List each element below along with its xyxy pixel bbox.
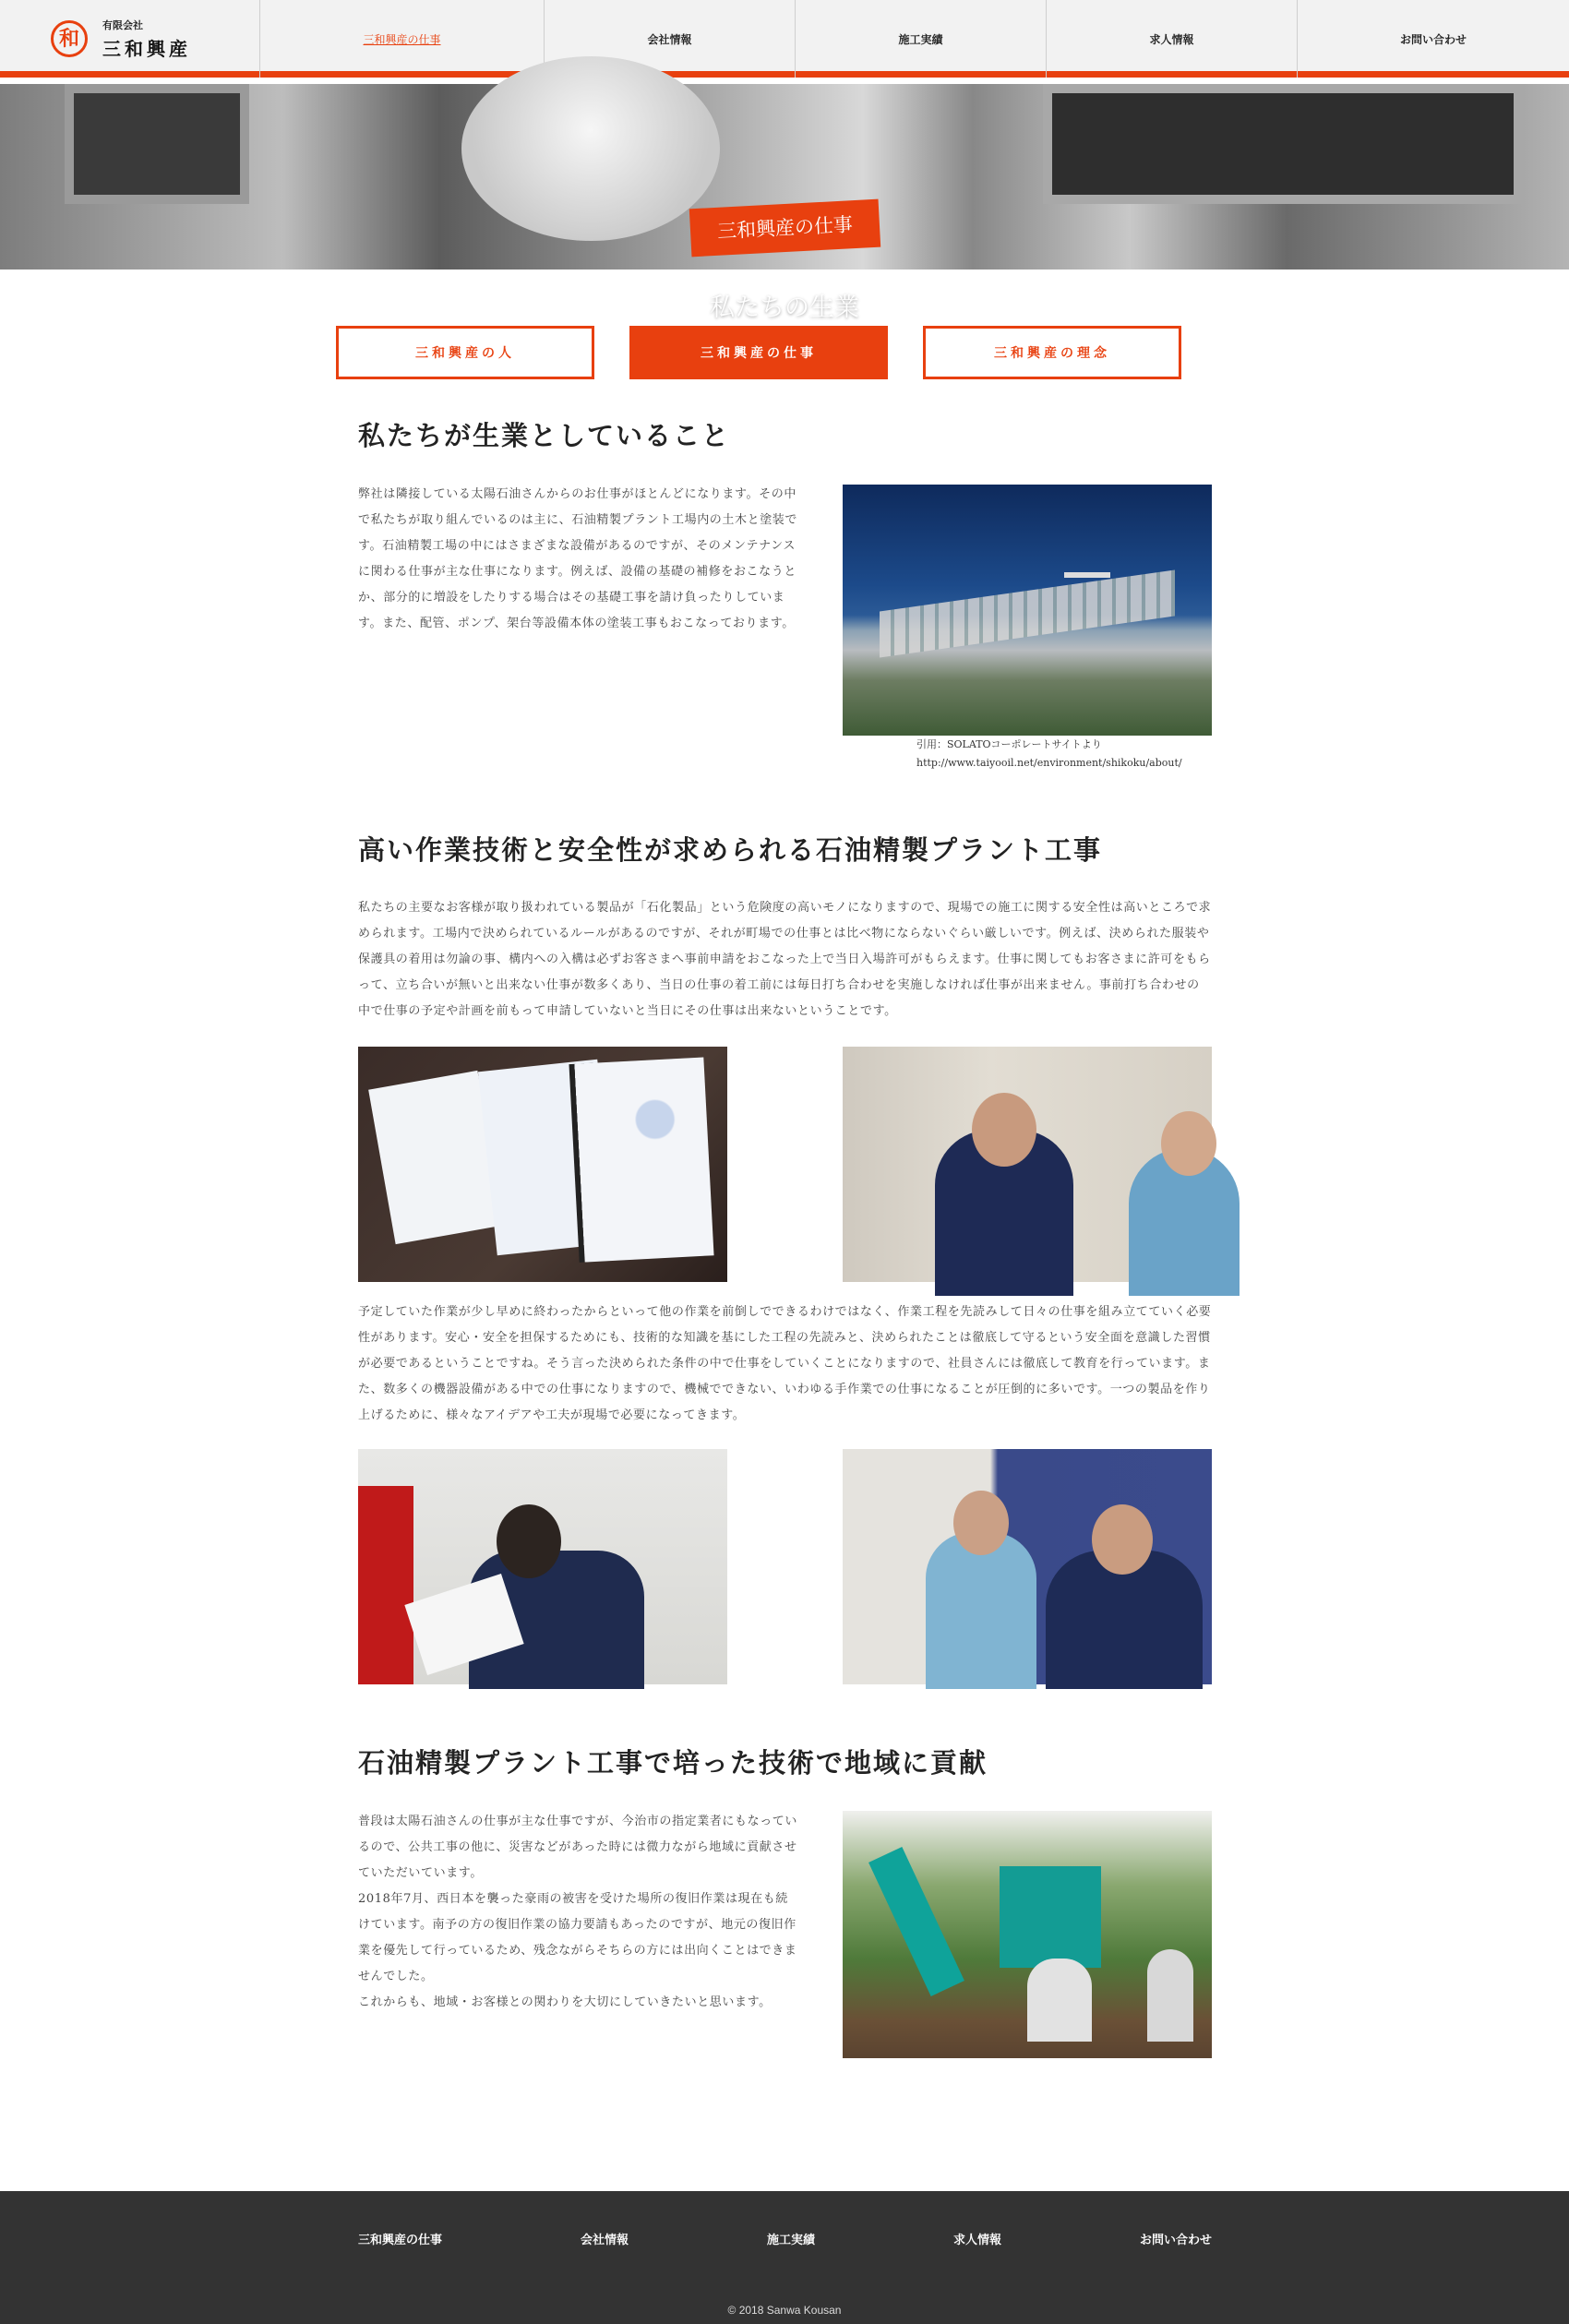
section-tabs — [336, 326, 1181, 379]
footer-nav-work[interactable]: 三和興産の仕事 — [358, 2234, 443, 2247]
section1-body: 弊社は隣接している太陽石油さんからのお仕事がほとんどになります。その中で私たちが取り組んでいるのは主に、石油精製プラント工場内の土木と塗装です。石油精製工場の中にはさまざまな設備があるのですが、そのメンテナンスに関わる仕事が主な仕事になります。例えば、設備の基礎の補修をおこなうとか、部分的に増設をしたりする場合はその基礎工事を請け負ったりしています。また、配管、ポンプ、架台等設備本体の塗装工事もおこなっております。 — [358, 487, 798, 630]
image-credit-source: 引用：SOLATOコーポレートサイトより — [916, 738, 1102, 750]
section2-heading: 高い作業技術と安全性が求められる石油精製プラント工事 — [358, 834, 1103, 866]
section3-body-block — [358, 1809, 799, 2016]
hero-window-right — [1043, 84, 1523, 204]
nav-item-works[interactable]: 施工実績 — [795, 0, 1046, 78]
nav-item-contact[interactable]: お問い合わせ — [1297, 0, 1569, 78]
hero-title: 私たちの生業 — [710, 293, 859, 322]
footer-nav-company[interactable]: 会社情報 — [580, 2234, 629, 2247]
excavator-cab-shape — [1000, 1866, 1101, 1968]
logo-subtitle: 有限会社 — [102, 18, 143, 31]
nav-item-company[interactable]: 会社情報 — [544, 0, 795, 78]
staff-meeting-image — [843, 1047, 1212, 1282]
document-sheet-3 — [574, 1057, 713, 1262]
site-header — [0, 0, 1569, 78]
tanker-ship-shape — [1064, 572, 1110, 578]
copyright: © 2018 Sanwa Kousan — [727, 2304, 842, 2317]
main-nav — [259, 0, 1569, 78]
footer-nav-contact[interactable]: お問い合わせ — [1139, 2234, 1212, 2247]
logo-text — [102, 18, 191, 61]
seated-head-2 — [1092, 1504, 1153, 1575]
tab-philosophy[interactable]: 三和興産の理念 — [923, 326, 1181, 379]
refinery-plant-shape — [880, 570, 1175, 658]
nav-item-recruit[interactable]: 求人情報 — [1046, 0, 1297, 78]
logo-title: 三和興産 — [102, 37, 191, 60]
hero-tag: 三和興産の仕事 — [689, 199, 880, 258]
recovery-worker-2 — [1147, 1949, 1193, 2042]
tab-people[interactable]: 三和興産の人 — [336, 326, 594, 379]
site-logo[interactable] — [51, 18, 191, 59]
worker-head-2 — [1161, 1111, 1216, 1176]
section1-heading: 私たちが生業としていること — [358, 420, 731, 451]
section3-body-1: 普段は太陽石油さんの仕事が主な仕事ですが、今治市の指定業者にもなっているので、公共工事の他に、災害などがあった時には微力ながら地域に貢献させていただいています。 — [358, 1815, 798, 1880]
hero-helmet-image — [461, 56, 720, 241]
section3-heading: 石油精製プラント工事で培った技術で地域に貢献 — [358, 1747, 988, 1779]
section3-body-3: これからも、地域・お客様との関わりを大切にしていきたいと思います。 — [358, 1995, 772, 2009]
desk-work-image — [358, 1449, 727, 1684]
nav-item-work[interactable]: 三和興産の仕事 — [259, 0, 544, 78]
footer-nav-recruit[interactable]: 求人情報 — [952, 2234, 1001, 2247]
tab-work[interactable]: 三和興産の仕事 — [629, 326, 888, 379]
recovery-worker-1 — [1027, 1959, 1092, 2042]
hero-window-left — [65, 84, 249, 204]
staff-seated-image — [843, 1449, 1212, 1684]
section2-body1: 私たちの主要なお客様が取り扱われている製品が「石化製品」という危険度の高いモノになりますので、現場での施工に関する安全性は高いところで求められます。工場内で決められているルールがあるのですが、それが町場での仕事とは比べ物にならないぐらい厳しいです。例えば、決められた服装や保護具の着用は勿論の事、構内への入構は必ずお客さまへ事前申請をおこなった上で当日入場許可がもらえます。仕事に関してもお客さまに許可をもらって、立ち合いが無いと出来ない仕事が数多くあり、当日の仕事の着工前には毎日打ち合わせを実施しなければ仕事が出来ません。事前打ち合わせの中で仕事の予定や計画を前もって申請していないと当日にその仕事は出来ないということです。 — [358, 901, 1212, 1018]
logo-mark-icon: 和 — [51, 20, 88, 57]
image-credit-url[interactable]: http://www.taiyooil.net/environment/shikoku/about/ — [916, 757, 1182, 769]
site-footer — [0, 2191, 1569, 2324]
hero-banner — [0, 84, 1569, 322]
worker-head-desk — [497, 1504, 561, 1578]
safety-documents-image — [358, 1047, 727, 1282]
seated-head-1 — [953, 1491, 1009, 1555]
section3-body-2: 2018年7月、西日本を襲った豪雨の被害を受けた場所の復旧作業は現在も続けています。南予の方の復旧作業の協力要請もあったのですが、地元の復旧作業を優先して行っているため、残念ながらそちらの方には出向くことはできませんでした。 — [358, 1892, 797, 1983]
excavator-recovery-image — [843, 1811, 1212, 2058]
footer-nav-works[interactable]: 施工実績 — [766, 2234, 815, 2247]
worker-head-1 — [972, 1093, 1036, 1167]
excavator-arm-shape — [868, 1847, 964, 1996]
seated-worker-1 — [926, 1532, 1036, 1689]
refinery-aerial-image — [843, 485, 1212, 736]
footer-nav — [358, 2230, 1212, 2247]
red-extinguisher-shape — [358, 1486, 413, 1684]
section2-body2: 予定していた作業が少し早めに終わったからといって他の作業を前倒しでできるわけではなく、作業工程を先読みして日々の仕事を組み立てていく必要性があります。安心・安全を担保するためにも、技術的な知識を基にした工程の先読みと、決められたことは徹底して守るという安全面を意識した習慣が必要であるということですね。そう言った決められた条件の中で仕事をしていくことになりますので、社員さんには徹底して教育を行っています。また、数多くの機器設備がある中での仕事になりますので、機械でできない、いわゆる手作業での仕事になることが圧倒的に多いです。一つの製品を作り上げるために、様々なアイデアや工夫が現場で必要になってきます。 — [358, 1305, 1212, 1422]
